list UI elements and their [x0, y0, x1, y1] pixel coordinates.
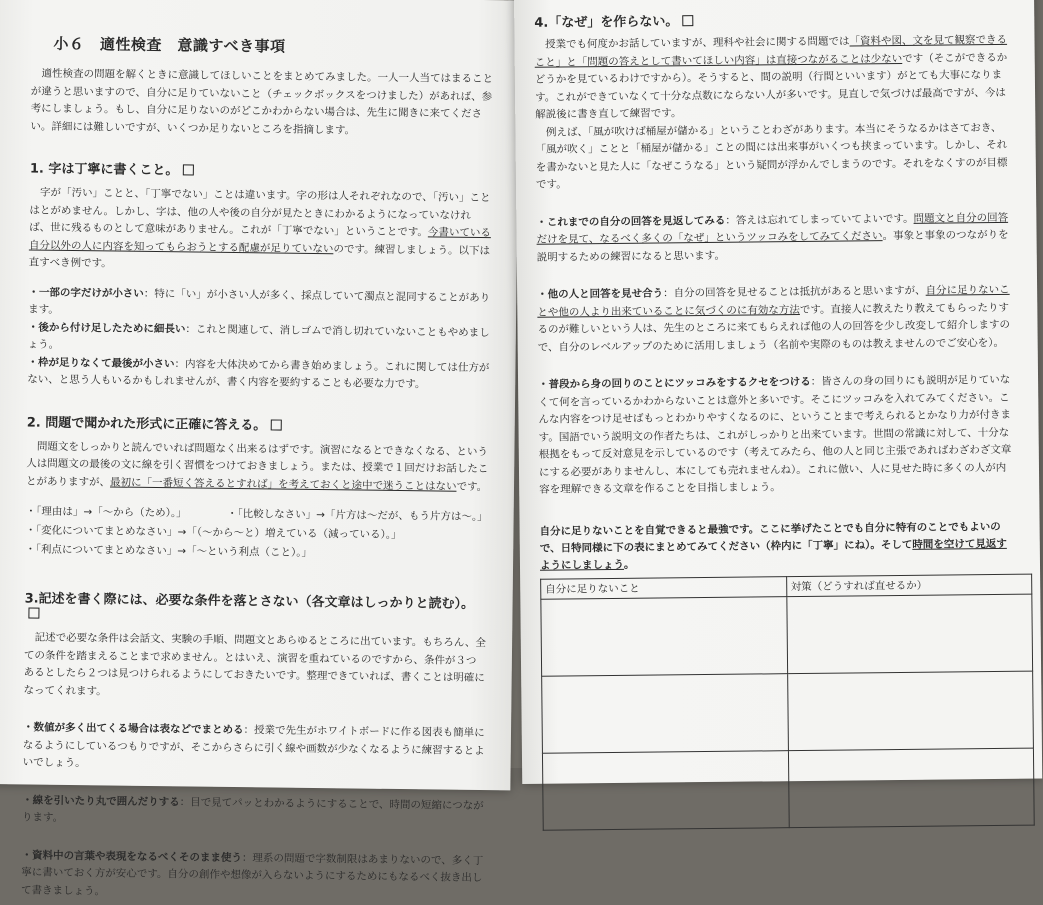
bullet-text: ：理系の問題で字数制限はあまりないので、多く丁寧に書いておく方が安心です。自分の創作や想像が入らないようにするためにもなるべく抜き出して書きましょう。 [20, 851, 484, 897]
section-1-bullet [28, 319, 490, 360]
bullet-label: ・後から付け足したために細長い [27, 320, 186, 335]
example-item: ・「理由は」→「〜から（ため）。」 [25, 505, 187, 520]
reflection-table [540, 573, 1035, 830]
table-header-cell: 対策（どうすれば直せるか） [786, 574, 1032, 597]
bullet-text: ：答えは忘れてしまっていてよいです。 [725, 212, 914, 227]
section-3-heading-text: 3.記述を書く際には、必要な条件を落とさない（各文章はしっかりと読む）。 [24, 591, 475, 612]
document-title: 小６ 適性検査 意識すべき事項 [53, 34, 286, 56]
section-3-heading [24, 587, 486, 627]
section-4-body-underlined: 「資料や図、文を見て観察できること」と「問題の答えとして書いてほしい内容」は直接つながることは少ない [534, 33, 1008, 69]
example-item: ・「変化についてまとめなさい」→「（〜から〜と）増えている（減っている）。」 [25, 524, 402, 542]
table-header-cell: 自分に足りないこと [541, 576, 787, 599]
table-cell-weakness[interactable] [541, 596, 787, 676]
bullet-text: ：自分の回答を見せることは抵抗があると思いますが、 [663, 284, 926, 300]
bullet-label: ・資料中の言葉や表現をなるべくそのまま使う [21, 848, 243, 864]
section-2-heading-text: 2. 問題で聞かれた形式に正確に答える。 [26, 414, 267, 433]
bullet-label: ・一部の字だけが小さい [28, 285, 144, 300]
section-1-bullet [28, 284, 490, 325]
bullet-text-b: 。事象と事象のつながりを説明するための練習になると思います。 [536, 228, 1009, 264]
table-cell-weakness[interactable] [542, 673, 788, 753]
section-4-body-2: 例えば、「風が吹けば桶屋が儲かる」ということわざがあります。本当にそうなるかはさておき、「風が吹く」ことと「桶屋が儲かる」ことの間には出来事がいくつも挟まっています。しかし、それを書かないと見た人に「なぜこうなる」という疑問が浮かんでしまうのです。それをなくすのが目標です。 [535, 121, 1008, 191]
right-page [514, 0, 1042, 784]
bullet-text-b: です。直接人に教えたり教えてもらったりするのが難しいという人は、先生のところに来てもらえれば他の人の回答を少し改変して紹介しますので、自分のレベルアップのために活用しましょう（名前や実際のものは教えませんのでご安心を）。 [537, 301, 1011, 354]
section-4-bullet [538, 372, 1013, 499]
bullet-label: ・線を引いたり丸で囲んだりする [22, 793, 180, 808]
table-row [542, 748, 1034, 830]
example-item: ・「利点についてまとめなさい」→「〜という利点（こと）。」 [25, 543, 313, 559]
section-1-heading-text: 1. 字は丁寧に書くこと。 [29, 161, 179, 179]
section-3-body: 記述で必要な条件は会話文、実験の手順、問題文とあらゆるところに出ています。もちろん、全ての条件を踏まえることまで求めません。とはいえ、演習を重ねているのですから、条件が３つあるとしたら２つは見つけられるようにしておきたいです。整理できていれば、書くことは明確になってくれます。 [23, 631, 486, 697]
section-2-heading [27, 411, 489, 436]
section-2-body-underlined: 最初に「一番短く答えるとすれば」を考えておくと途中で迷うことはない [109, 475, 457, 493]
table-row [541, 594, 1033, 676]
section-4-heading [534, 7, 1008, 31]
section-4-body-a: 授業でも何度かお話していますが、理科や社会に関する問題では [544, 35, 850, 51]
intro-paragraph: 適性検査の問題を解くときに意識してほしいことをまとめてみました。一人一人当てはまることが違うと思いますので、自分に足りていないこと（チェックボックスをつけました）があれば、参考にしましょう。もし、自分に足りないのがどこかわからない場合は、先生に聞きに来てください。詳細には難しいですが、いくつか足りないところを指摘します。 [30, 67, 494, 136]
bullet-text: ：皆さんの身の回りにも説明が足りていなくて何を言っているかわからないことは意外と多いです。そこにツッコみを入れてみてください。こんな内容をつけ足せばもっとわかりやすくなるのに、ということまで考えられるとかなり力が付きます。国語でいう説明文の作者たちは、これがしっかりと出来ています。世間の常識に対して、十分な根拠をもって反対意見を示しているのです（考えてみたら、他の人と同じ主張であればわざわざ文章にする必要がありませんし、本にしても売れませんね）。これに倣い、人に見せた時に多くの人が内容を理解できる文章を作ることを目指しましょう。 [538, 373, 1012, 496]
table-cell-countermeasure[interactable] [787, 671, 1033, 751]
checkbox-icon[interactable] [28, 607, 39, 618]
checkbox-icon[interactable] [682, 15, 693, 26]
table-row [542, 671, 1034, 753]
bullet-text: ：内容を大体決めてから書き始めましょう。これに関しては仕方がない、と思う人もいるかもしれませんが、書く内容を要約することも必要な力です。 [27, 357, 490, 391]
bullet-text: ：特に「い」が小さい人が多く、採点していて濁点と混同することがあります。 [28, 287, 491, 316]
section-4-body-b: です（そこができるかどうかを見ているわけですから）。そうすると、間の説明（行間といいます）がとても大事になります。これができていなくて十分な点数にならない人が多いです。見直しで気づけば最高ですが、今は解説後に書き直して練習です。 [534, 51, 1008, 121]
section-4-heading-text: 4.「なぜ」を作らない。 [534, 14, 679, 31]
section-3-bullet [21, 847, 484, 905]
section-1-heading [30, 157, 492, 182]
table-cell-countermeasure[interactable] [786, 594, 1032, 674]
bullet-label: ・普段から身の回りのことにツッコみをするクセをつける [538, 375, 811, 391]
closing-text-b: 。 [623, 558, 635, 571]
checkbox-icon[interactable] [182, 164, 193, 175]
section-2-body-a: 問題文をしっかりと読んでいれば問題なく出来るはずです。演習になるとできなくなる、という人は問題文の最後の文に線を引く習慣をつけておきましょう。または、授業で１回だけお話したことがありますが、 [25, 440, 489, 488]
section-1-bullet [27, 354, 489, 395]
bullet-underlined: 自分に足りないことや他の人より出来ていることに気づくのに有効な方法 [537, 283, 1010, 319]
closing-instruction [540, 518, 1015, 574]
table-cell-countermeasure[interactable] [788, 748, 1034, 828]
bullet-text: ：これと関連して、消しゴムで消し切れていないこともやめましょう。 [27, 322, 490, 351]
section-1-body-underlined: 今書いている自分以外の人に内容を知ってもらおうとする配慮が足りていない [28, 226, 491, 255]
checkbox-icon[interactable] [270, 419, 281, 430]
closing-text-a: 自分に足りないことを自覚できると最強です。ここに挙げたことでも自分に特有のことでもよいので、日特同様に下の表にまとめてみてください（枠内に「丁寧」にね）。そして [539, 520, 1001, 555]
bullet-label: ・これまでの自分の回答を見返してみる [536, 214, 726, 229]
example-item: ・「比較しなさい」→「片方は〜だが、もう片方は〜。」 [226, 507, 488, 524]
section-2-body-b: です。 [456, 480, 488, 493]
section-3-bullet [22, 719, 485, 777]
bullet-label: ・他の人と回答を見せ合う [537, 287, 664, 301]
table-cell-weakness[interactable] [542, 750, 788, 830]
bullet-text: ：授業で先生がホワイトボードに作る図表も簡単になるようにしているつもりですが、そこからさらに引く線や画数が少なくなるように練習するとよいでしょう。 [22, 724, 485, 770]
bullet-label: ・枠が足りなくて最後が小さい [27, 355, 175, 370]
section-1-body-a: 字が「汚い」ことと、「丁寧でない」ことは違います。字の形は人それぞれなので、「汚い」ことはとがめません。しかし、字は、他の人や後の自分が見たときにわかるようになっていなければ、世に残るものとして意味がありません。これが「丁寧でない」ということです。 [29, 186, 491, 239]
bullet-label: ・数値が多く出てくる場合は表などでまとめる [22, 721, 244, 737]
left-page [0, 0, 520, 897]
section-3-bullet [22, 792, 484, 833]
bullet-underlined: 問題文と自分の回答だけを見て、なるべく多くの「なぜ」というツッコみをしてみてください [536, 211, 1009, 246]
section-1-body [29, 184, 492, 277]
section-4-bullet [537, 282, 1012, 357]
section-4-body [534, 32, 1009, 124]
section-2-body [26, 438, 489, 496]
bullet-text: ：目で見てパッとわかるようにすることで、時間の短縮につながります。 [21, 795, 484, 824]
section-1-body-b: のです。練習しましょう。以下は直すべき例です。 [28, 242, 491, 270]
closing-underlined: 時間を空けて見返すようにしましょう [539, 537, 1007, 572]
section-4-bullet [536, 209, 1011, 266]
